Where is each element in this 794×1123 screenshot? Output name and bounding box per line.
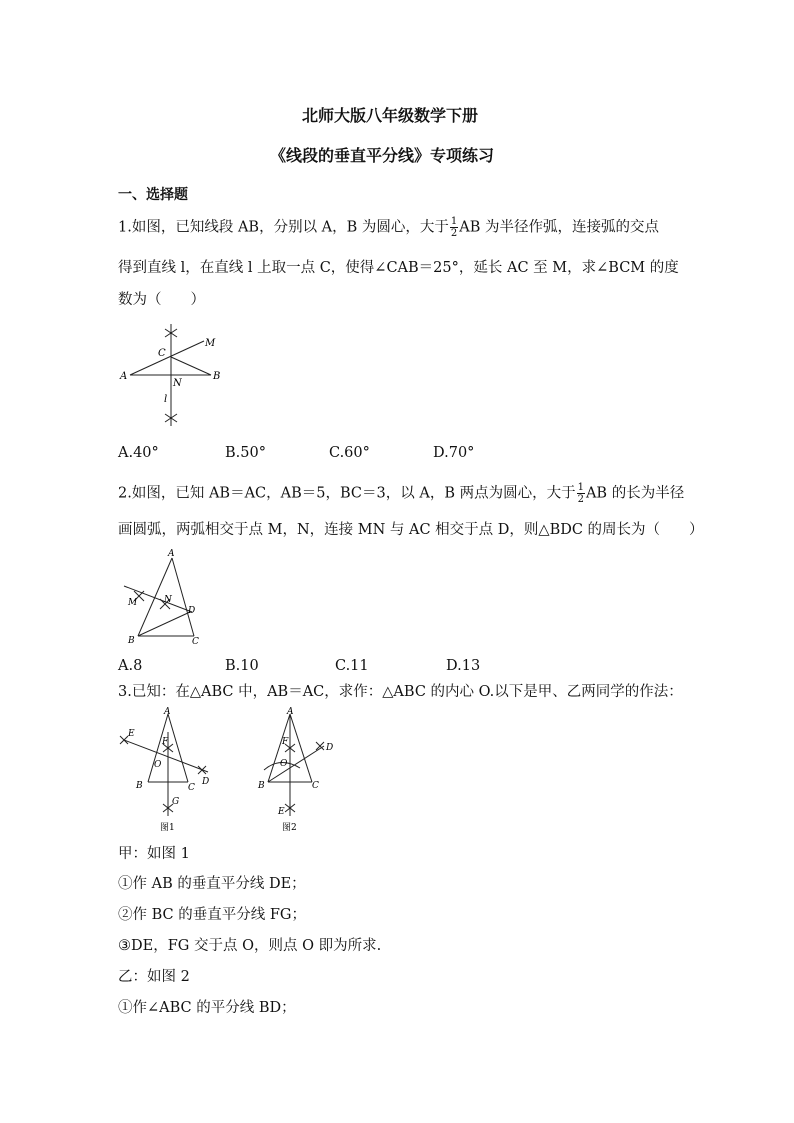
q3f2-bisector-bd [268, 746, 324, 782]
q3-figure-2 [252, 706, 344, 834]
q3-jia-heading: 甲：如图 1 [118, 846, 190, 862]
q2-side-ac [172, 558, 194, 636]
section-heading: 一、选择题 [118, 187, 188, 203]
q2-frac-num: 1 [577, 482, 584, 493]
q2-label-m: M [128, 598, 138, 608]
q1-text-b: AB 为半径作弧，连接弧的交点 [459, 219, 660, 236]
q3f1-label-a: A [164, 707, 171, 717]
q2-line2: 画圆弧，两弧相交于点 M，N，连接 MN 与 AC 相交于点 D，则△BDC 的周长为（ ） [118, 522, 704, 538]
q1-line1 [118, 216, 659, 239]
q1-option-d: D.70° [433, 445, 475, 461]
page-title: 北师大版八年级数学下册 [302, 106, 479, 125]
page-subtitle: 《线段的垂直平分线》专项练习 [270, 146, 495, 165]
q1-figure [116, 320, 226, 432]
q1-label-b: B [213, 371, 221, 382]
q2-option-c: C.11 [335, 658, 369, 674]
q2-label-c: C [192, 637, 199, 647]
q2-text-b: AB 的长为半径 [585, 485, 685, 502]
q2-line1 [118, 482, 684, 505]
q3f1-label-e: E [128, 729, 135, 739]
q2-option-d: D.13 [446, 658, 481, 674]
q1-line2: 得到直线 l，在直线 l 上取一点 C，使得∠CAB＝25°，延长 AC 至 M，求∠BCM 的度 [118, 260, 679, 276]
q2-label-n: N [164, 595, 172, 605]
q3f2-side-ab [268, 714, 290, 782]
q3f2-caption: 图2 [282, 823, 297, 833]
q2-frac-den: 2 [577, 494, 584, 505]
q2-segment-bd [138, 612, 190, 636]
q1-text-a: 1.如图，已知线段 AB，分别以 A，B 为圆心，大于 [118, 219, 449, 236]
q1-line3: 数为（ ） [118, 292, 205, 308]
q3f1-side-ab [148, 714, 168, 782]
q1-segment-am [130, 341, 204, 375]
q3f1-label-o: O [154, 760, 162, 770]
q1-frac-den: 2 [450, 228, 458, 239]
q3-yi-step-1: ①作∠ABC 的平分线 BD； [118, 1000, 296, 1016]
q2-figure [116, 546, 216, 648]
q3f1-caption: 图1 [160, 823, 175, 833]
q3f2-label-e: E [278, 807, 285, 817]
q1-label-c: C [158, 348, 166, 359]
q2-option-b: B.10 [225, 658, 259, 674]
q3f1-side-ac [168, 714, 188, 782]
q1-segment-cb [171, 357, 211, 375]
q3-jia-step-2: ②作 BC 的垂直平分线 FG； [118, 907, 306, 923]
q2-text-a: 2.如图，已知 AB＝AC，AB＝5，BC＝3，以 A，B 两点为圆心，大于 [118, 485, 576, 502]
q3-yi-heading: 乙：如图 2 [118, 969, 190, 985]
q3f1-label-d: D [202, 777, 210, 787]
q3f2-label-f: F [282, 737, 289, 747]
q3-jia-step-3: ③DE，FG 交于点 O，则点 O 即为所求. [118, 938, 382, 954]
q3f2-side-ac [290, 714, 312, 782]
q1-label-l: l [164, 394, 168, 405]
q2-label-d: D [188, 606, 196, 616]
q3f1-label-c: C [188, 783, 195, 793]
q3f2-label-o: O [280, 759, 288, 769]
q3-line1: 3.已知：在△ABC 中，AB＝AC，求作：△ABC 的内心 O.以下是甲、乙两同学的作法： [118, 684, 683, 700]
q3f1-label-f: F [162, 737, 169, 747]
q1-label-m: M [205, 338, 216, 349]
q3f2-label-d: D [326, 743, 334, 753]
q1-option-a: A.40° [118, 445, 159, 461]
q2-option-a: A.8 [118, 658, 143, 674]
q1-fraction [450, 216, 458, 239]
q1-option-c: C.60° [329, 445, 370, 461]
q2-label-b: B [128, 636, 135, 646]
q3f2-label-c: C [312, 781, 319, 791]
q3f1-label-b: B [136, 781, 143, 791]
q1-frac-num: 1 [450, 216, 458, 227]
q3f2-label-b: B [258, 781, 265, 791]
q3-jia-step-1: ①作 AB 的垂直平分线 DE； [118, 876, 306, 892]
q3f2-label-a: A [287, 707, 294, 717]
q2-fraction [577, 482, 585, 505]
q3-figure-1 [116, 706, 228, 834]
q2-label-a: A [168, 549, 175, 559]
q1-label-a: A [120, 371, 128, 382]
q3f1-label-g: G [172, 797, 180, 807]
q1-option-b: B.50° [225, 445, 266, 461]
q1-label-n: N [173, 378, 182, 389]
